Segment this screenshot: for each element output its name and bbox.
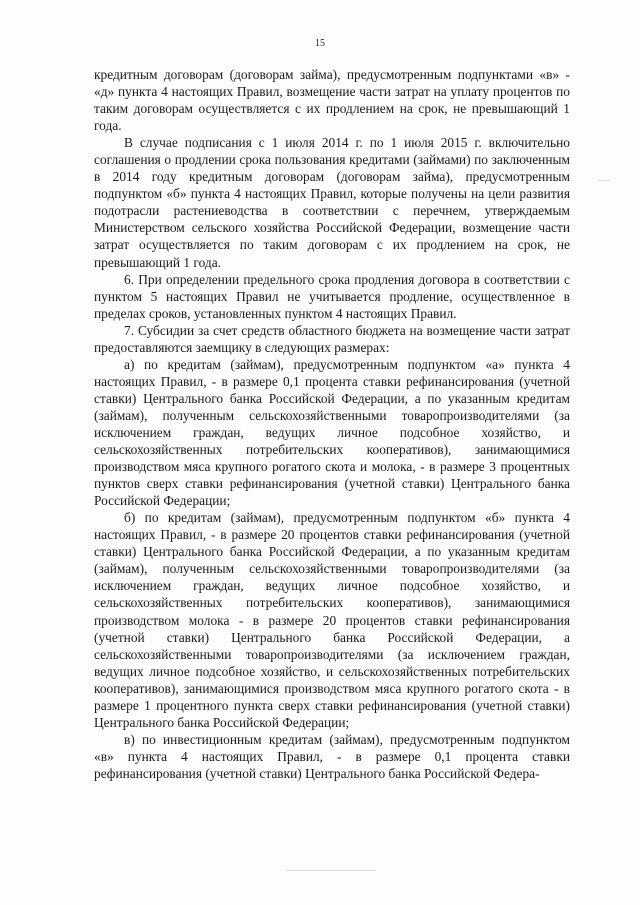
scan-artifact [286,870,376,871]
paragraph-subclause-b: б) по кредитам (займам), предусмотренным подпунктом «б» пункта 4 настоящих Правил, - в размере 20 процентов ставки рефинансирования (учетной ставки) Центрального банка Российской Федерации, а по указанным кредитам (займам), полученным сельскохозяйственными товаропроизводителями (за исключением граждан, ведущих личное подсобное хозяйство, и сельскохозяйственных потребительских кооперативов), занимающимися производством молока - в размере 20 процентов ставки рефинансирования (учетной ставки) Центрального банка Российской Федерации, а сельскохозяйственными товаропроизводителями (за исключением граждан, ведущих личное подсобное хозяйство, и сельскохозяйственных потребительских кооперативов), занимающимися производством мяса крупного рогатого скота - в размере 1 процентного пункта сверх ставки рефинансирования (учетной ставки) Центрального банка Российской Федерации; [94,510,570,730]
paragraph-continuation: кредитным договорам (договорам займа), предусмотренным подпунктами «в» - «д» пункта 4 настоящих Правил, возмещение части затрат на уплату процентов по таким договорам осуществляется с их продлением на срок, не превышающий 1 года. [94,67,570,134]
paragraph-clause-7: 7. Субсидии за счет средств областного бюджета на возмещение части затрат предоставляются заемщику в следующих размерах: [94,322,570,355]
page-number: 15 [315,38,325,49]
paragraph-clause-6: 6. При определении предельного срока продления договора в соответствии с пунктом 5 настоящих Правил не учитывается продление, осуществленное в пределах сроков, установленных пунктом 4 настоящих Правил. [94,271,570,321]
paragraph-subclause-v: в) по инвестиционным кредитам (займам), предусмотренным подпунктом «в» пункта 4 настоящих Правил, - в размере 0,1 процента ставки рефинансирования (учетной ставки) Центрального банка Российской Федера- [94,731,570,781]
scan-artifact [598,180,610,181]
paragraph-subclause-a: а) по кредитам (займам), предусмотренным подпунктом «а» пункта 4 настоящих Правил, - в размере 0,1 процента ставки рефинансирования (учетной ставки) Центрального банка Российской Федерации, а по указанным кредитам (займам), полученным сельскохозяйственными товаропроизводителями (за исключением граждан, ведущих личное подсобное хозяйство, и сельскохозяйственных потребительских кооперативов), занимающимися производством мяса крупного рогатого скота и молока, - в размере 3 процентных пунктов сверх ставки рефинансирования (учетной ставки) Центрального банка Российской Федерации; [94,356,570,509]
document-body [94,66,570,782]
paragraph-extension-2014: В случае подписания с 1 июля 2014 г. по 1 июля 2015 г. включительно соглашения о продлении срока пользования кредитами (займами) по заключенным в 2014 году кредитным договорам (договорам займа), предусмотренным подпунктом «б» пункта 4 настоящих Правил, которые получены на цели развития подотрасли растениеводства в соответствии с перечнем, утверждаемым Министерством сельского хозяйства Российской Федерации, возмещение части затрат осуществляется по таким договорам с их продлением на срок, не превышающий 1 года. [94,135,570,270]
